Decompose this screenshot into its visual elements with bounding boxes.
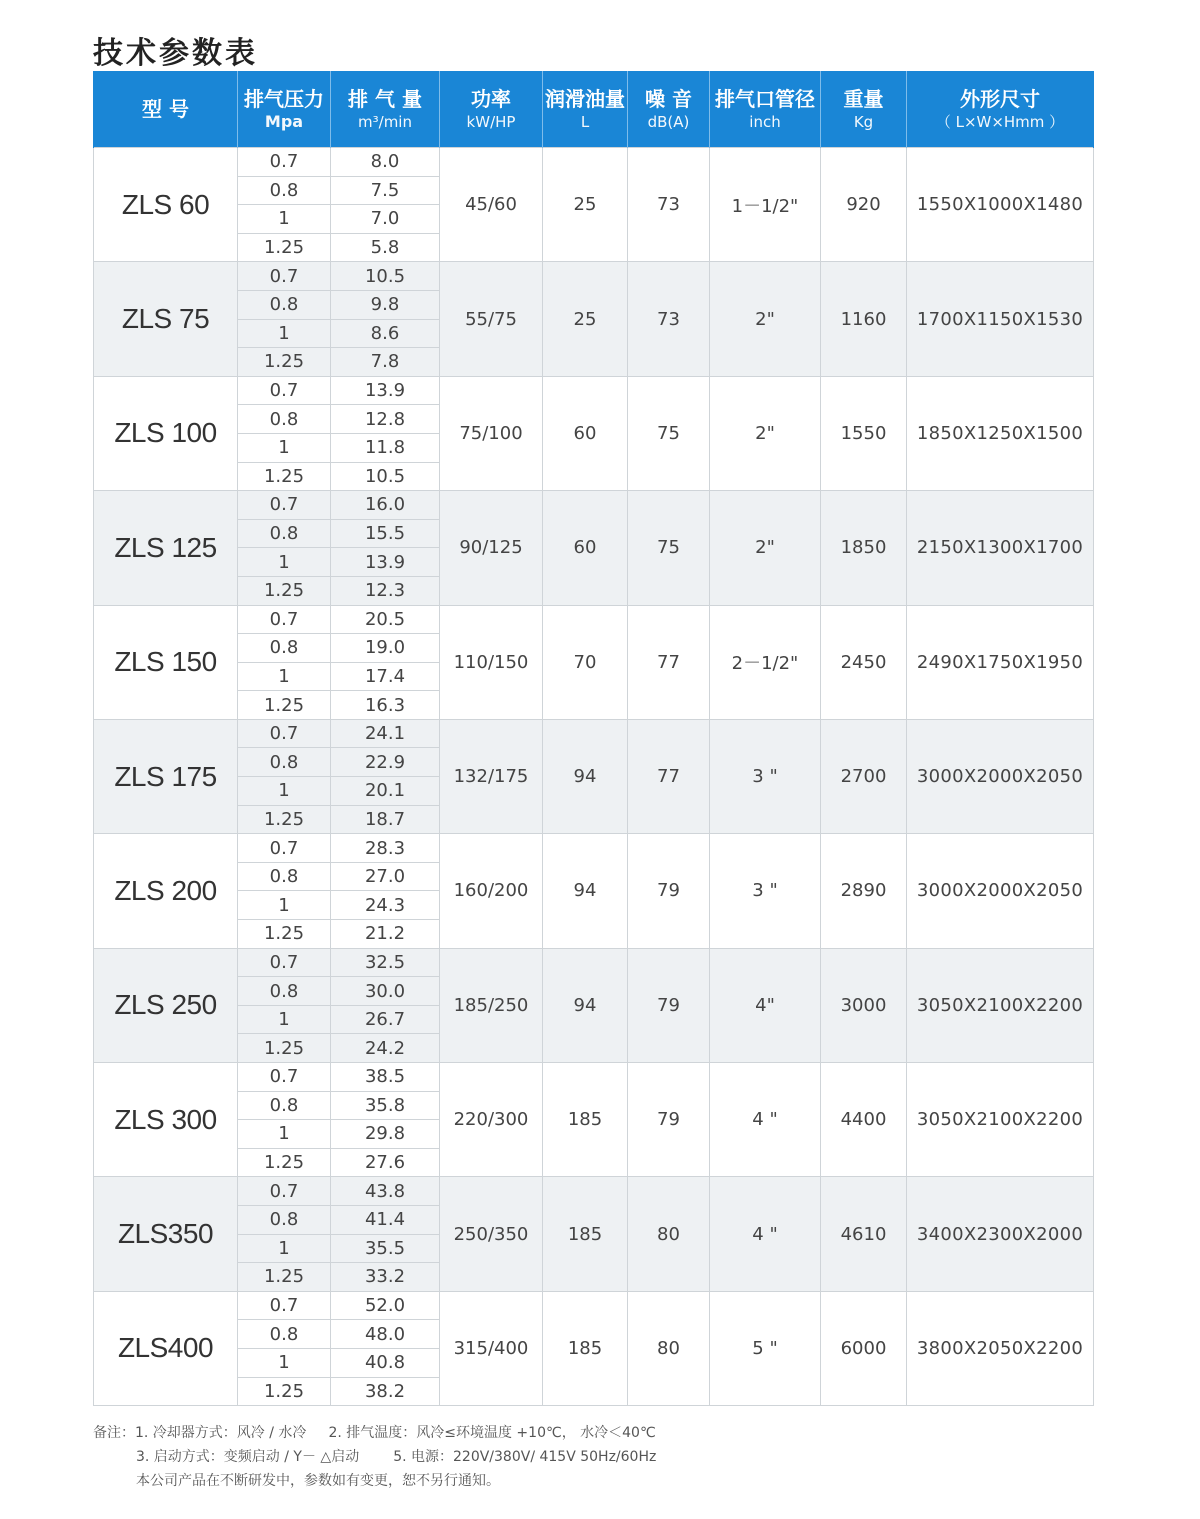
flow-cell: 12.8 bbox=[331, 405, 440, 434]
table-row bbox=[94, 948, 1094, 977]
pressure-cell: 1.25 bbox=[238, 1377, 331, 1406]
pressure-cell: 0.7 bbox=[238, 148, 331, 177]
outlet-cell: 2" bbox=[710, 376, 821, 490]
header-label: 排气口管径 bbox=[715, 87, 815, 111]
oil-cell: 185 bbox=[543, 1063, 628, 1177]
flow-cell: 7.0 bbox=[331, 205, 440, 234]
flow-cell: 19.0 bbox=[331, 634, 440, 663]
flow-cell: 7.5 bbox=[331, 176, 440, 205]
power-cell: 132/175 bbox=[440, 719, 543, 833]
header-outlet bbox=[710, 71, 821, 148]
pressure-cell: 0.8 bbox=[238, 519, 331, 548]
table-row bbox=[94, 376, 1094, 405]
pressure-cell: 0.7 bbox=[238, 491, 331, 520]
oil-cell: 60 bbox=[543, 491, 628, 605]
pressure-cell: 1 bbox=[238, 1120, 331, 1149]
note-cooling: 1. 冷却器方式：风冷 / 水冷 bbox=[135, 1425, 307, 1441]
model-cell: ZLS 250 bbox=[94, 948, 238, 1062]
pressure-cell: 1.25 bbox=[238, 1034, 331, 1063]
flow-cell: 17.4 bbox=[331, 662, 440, 691]
pressure-cell: 0.7 bbox=[238, 1291, 331, 1320]
pressure-cell: 1 bbox=[238, 433, 331, 462]
pressure-cell: 0.7 bbox=[238, 376, 331, 405]
header-label: 重量 bbox=[843, 87, 884, 111]
model-cell: ZLS 300 bbox=[94, 1063, 238, 1177]
header-pressure bbox=[238, 71, 331, 148]
table-row bbox=[94, 491, 1094, 520]
flow-cell: 20.5 bbox=[331, 605, 440, 634]
oil-cell: 94 bbox=[543, 719, 628, 833]
model-cell: ZLS350 bbox=[94, 1177, 238, 1291]
weight-cell: 1850 bbox=[821, 491, 907, 605]
flow-cell: 29.8 bbox=[331, 1120, 440, 1149]
noise-cell: 73 bbox=[628, 148, 710, 262]
flow-cell: 38.2 bbox=[331, 1377, 440, 1406]
pressure-cell: 1 bbox=[238, 777, 331, 806]
flow-cell: 30.0 bbox=[331, 977, 440, 1006]
flow-cell: 16.0 bbox=[331, 491, 440, 520]
flow-cell: 8.0 bbox=[331, 148, 440, 177]
flow-cell: 8.6 bbox=[331, 319, 440, 348]
header-unit: kW/HP bbox=[466, 113, 516, 131]
oil-cell: 25 bbox=[543, 148, 628, 262]
noise-cell: 77 bbox=[628, 605, 710, 719]
dimensions-cell: 1550X1000X1480 bbox=[907, 148, 1094, 262]
flow-cell: 27.6 bbox=[331, 1148, 440, 1177]
oil-cell: 185 bbox=[543, 1291, 628, 1405]
outlet-cell: 1－1/2" bbox=[710, 148, 821, 262]
flow-cell: 16.3 bbox=[331, 691, 440, 720]
header-unit: （ L×W×Hmm ） bbox=[935, 113, 1065, 131]
flow-cell: 12.3 bbox=[331, 576, 440, 605]
pressure-cell: 0.8 bbox=[238, 748, 331, 777]
pressure-cell: 1.25 bbox=[238, 576, 331, 605]
pressure-cell: 0.7 bbox=[238, 1177, 331, 1206]
header-unit: m³/min bbox=[358, 113, 412, 131]
pressure-cell: 0.8 bbox=[238, 1205, 331, 1234]
weight-cell: 2450 bbox=[821, 605, 907, 719]
oil-cell: 185 bbox=[543, 1177, 628, 1291]
flow-cell: 11.8 bbox=[331, 433, 440, 462]
header-row bbox=[94, 71, 1094, 148]
header-flow bbox=[331, 71, 440, 148]
dimensions-cell: 3050X2100X2200 bbox=[907, 948, 1094, 1062]
notes-line-2 bbox=[93, 1445, 993, 1469]
notes-line-1 bbox=[93, 1421, 993, 1445]
model-cell: ZLS 125 bbox=[94, 491, 238, 605]
noise-cell: 79 bbox=[628, 834, 710, 948]
flow-cell: 24.2 bbox=[331, 1034, 440, 1063]
weight-cell: 6000 bbox=[821, 1291, 907, 1405]
pressure-cell: 1 bbox=[238, 205, 331, 234]
header-unit: L bbox=[580, 113, 590, 131]
dimensions-cell: 3000X2000X2050 bbox=[907, 834, 1094, 948]
power-cell: 315/400 bbox=[440, 1291, 543, 1405]
flow-cell: 33.2 bbox=[331, 1263, 440, 1292]
dimensions-cell: 1850X1250X1500 bbox=[907, 376, 1094, 490]
power-cell: 45/60 bbox=[440, 148, 543, 262]
outlet-cell: 5 " bbox=[710, 1291, 821, 1405]
pressure-cell: 0.7 bbox=[238, 834, 331, 863]
weight-cell: 4400 bbox=[821, 1063, 907, 1177]
oil-cell: 94 bbox=[543, 948, 628, 1062]
weight-cell: 2700 bbox=[821, 719, 907, 833]
header-label: 噪 音 bbox=[645, 87, 692, 111]
header-label: 润滑油量 bbox=[545, 87, 625, 111]
outlet-cell: 4" bbox=[710, 948, 821, 1062]
pressure-cell: 0.8 bbox=[238, 290, 331, 319]
pressure-cell: 1 bbox=[238, 1005, 331, 1034]
pressure-cell: 1.25 bbox=[238, 805, 331, 834]
header-weight bbox=[821, 71, 907, 148]
flow-cell: 35.8 bbox=[331, 1091, 440, 1120]
power-cell: 55/75 bbox=[440, 262, 543, 376]
dimensions-cell: 3000X2000X2050 bbox=[907, 719, 1094, 833]
outlet-cell: 3 " bbox=[710, 834, 821, 948]
outlet-cell: 4 " bbox=[710, 1063, 821, 1177]
note-temperature: 2. 排气温度：风冷≤环境温度 +10℃， 水冷＜40℃ bbox=[328, 1425, 656, 1441]
dimensions-cell: 1700X1150X1530 bbox=[907, 262, 1094, 376]
header-unit: dB(A) bbox=[647, 113, 690, 131]
pressure-cell: 1.25 bbox=[238, 233, 331, 262]
flow-cell: 21.2 bbox=[331, 920, 440, 949]
header-dimensions bbox=[907, 71, 1094, 148]
header-unit: Kg bbox=[853, 113, 874, 131]
oil-cell: 25 bbox=[543, 262, 628, 376]
weight-cell: 920 bbox=[821, 148, 907, 262]
pressure-cell: 1.25 bbox=[238, 1148, 331, 1177]
header-unit: Mpa bbox=[264, 112, 304, 131]
flow-cell: 26.7 bbox=[331, 1005, 440, 1034]
flow-cell: 41.4 bbox=[331, 1205, 440, 1234]
flow-cell: 20.1 bbox=[331, 777, 440, 806]
pressure-cell: 0.8 bbox=[238, 977, 331, 1006]
flow-cell: 27.0 bbox=[331, 862, 440, 891]
power-cell: 185/250 bbox=[440, 948, 543, 1062]
table-row bbox=[94, 1291, 1094, 1320]
noise-cell: 80 bbox=[628, 1177, 710, 1291]
flow-cell: 10.5 bbox=[331, 262, 440, 291]
outlet-cell: 2" bbox=[710, 491, 821, 605]
pressure-cell: 1.25 bbox=[238, 920, 331, 949]
dimensions-cell: 3400X2300X2000 bbox=[907, 1177, 1094, 1291]
model-cell: ZLS 175 bbox=[94, 719, 238, 833]
flow-cell: 28.3 bbox=[331, 834, 440, 863]
pressure-cell: 0.8 bbox=[238, 1091, 331, 1120]
table-row bbox=[94, 1063, 1094, 1092]
flow-cell: 35.5 bbox=[331, 1234, 440, 1263]
noise-cell: 75 bbox=[628, 491, 710, 605]
flow-cell: 38.5 bbox=[331, 1063, 440, 1092]
noise-cell: 77 bbox=[628, 719, 710, 833]
header-oil bbox=[543, 71, 628, 148]
pressure-cell: 0.8 bbox=[238, 862, 331, 891]
power-cell: 90/125 bbox=[440, 491, 543, 605]
flow-cell: 22.9 bbox=[331, 748, 440, 777]
weight-cell: 1550 bbox=[821, 376, 907, 490]
model-cell: ZLS 200 bbox=[94, 834, 238, 948]
dimensions-cell: 2490X1750X1950 bbox=[907, 605, 1094, 719]
header-label: 型 号 bbox=[142, 97, 189, 121]
header-power bbox=[440, 71, 543, 148]
notes-line-3 bbox=[93, 1469, 993, 1493]
pressure-cell: 0.7 bbox=[238, 719, 331, 748]
flow-cell: 24.3 bbox=[331, 891, 440, 920]
table-row bbox=[94, 262, 1094, 291]
flow-cell: 18.7 bbox=[331, 805, 440, 834]
outlet-cell: 2－1/2" bbox=[710, 605, 821, 719]
pressure-cell: 1 bbox=[238, 1234, 331, 1263]
model-cell: ZLS400 bbox=[94, 1291, 238, 1405]
pressure-cell: 1 bbox=[238, 548, 331, 577]
pressure-cell: 1.25 bbox=[238, 1263, 331, 1292]
flow-cell: 5.8 bbox=[331, 233, 440, 262]
noise-cell: 73 bbox=[628, 262, 710, 376]
header-label: 排气压力 bbox=[244, 87, 324, 111]
outlet-cell: 3 " bbox=[710, 719, 821, 833]
pressure-cell: 0.8 bbox=[238, 405, 331, 434]
power-cell: 75/100 bbox=[440, 376, 543, 490]
noise-cell: 75 bbox=[628, 376, 710, 490]
pressure-cell: 0.8 bbox=[238, 634, 331, 663]
flow-cell: 32.5 bbox=[331, 948, 440, 977]
weight-cell: 4610 bbox=[821, 1177, 907, 1291]
outlet-cell: 4 " bbox=[710, 1177, 821, 1291]
flow-cell: 13.9 bbox=[331, 548, 440, 577]
flow-cell: 7.8 bbox=[331, 348, 440, 377]
oil-cell: 70 bbox=[543, 605, 628, 719]
oil-cell: 60 bbox=[543, 376, 628, 490]
flow-cell: 24.1 bbox=[331, 719, 440, 748]
flow-cell: 43.8 bbox=[331, 1177, 440, 1206]
pressure-cell: 1.25 bbox=[238, 462, 331, 491]
model-cell: ZLS 150 bbox=[94, 605, 238, 719]
pressure-cell: 1.25 bbox=[238, 691, 331, 720]
note-startup: 3. 启动方式：变频启动 / Y－ △启动 bbox=[136, 1449, 360, 1465]
pressure-cell: 0.8 bbox=[238, 1320, 331, 1349]
table-row bbox=[94, 605, 1094, 634]
power-cell: 250/350 bbox=[440, 1177, 543, 1291]
table-row bbox=[94, 148, 1094, 177]
pressure-cell: 1 bbox=[238, 662, 331, 691]
oil-cell: 94 bbox=[543, 834, 628, 948]
pressure-cell: 1.25 bbox=[238, 348, 331, 377]
weight-cell: 3000 bbox=[821, 948, 907, 1062]
dimensions-cell: 3800X2050X2200 bbox=[907, 1291, 1094, 1405]
pressure-cell: 0.7 bbox=[238, 262, 331, 291]
pressure-cell: 0.7 bbox=[238, 605, 331, 634]
flow-cell: 52.0 bbox=[331, 1291, 440, 1320]
model-cell: ZLS 75 bbox=[94, 262, 238, 376]
pressure-cell: 1 bbox=[238, 319, 331, 348]
noise-cell: 79 bbox=[628, 948, 710, 1062]
table-row bbox=[94, 719, 1094, 748]
noise-cell: 79 bbox=[628, 1063, 710, 1177]
flow-cell: 40.8 bbox=[331, 1348, 440, 1377]
noise-cell: 80 bbox=[628, 1291, 710, 1405]
power-cell: 110/150 bbox=[440, 605, 543, 719]
pressure-cell: 1 bbox=[238, 1348, 331, 1377]
pressure-cell: 0.8 bbox=[238, 176, 331, 205]
outlet-cell: 2" bbox=[710, 262, 821, 376]
note-disclaimer: 本公司产品在不断研发中，参数如有变更，恕不另行通知。 bbox=[136, 1473, 500, 1489]
flow-cell: 10.5 bbox=[331, 462, 440, 491]
pressure-cell: 0.7 bbox=[238, 1063, 331, 1092]
notes-prefix: 备注： bbox=[93, 1425, 135, 1441]
power-cell: 220/300 bbox=[440, 1063, 543, 1177]
model-cell: ZLS 60 bbox=[94, 148, 238, 262]
header-unit: inch bbox=[749, 113, 781, 131]
dimensions-cell: 3050X2100X2200 bbox=[907, 1063, 1094, 1177]
spec-table-body bbox=[94, 148, 1094, 1406]
table-row bbox=[94, 834, 1094, 863]
spec-table bbox=[93, 71, 1094, 1406]
weight-cell: 1160 bbox=[821, 262, 907, 376]
note-power-supply: 5. 电源：220V/380V/ 415V 50Hz/60Hz bbox=[393, 1449, 657, 1465]
table-row bbox=[94, 1177, 1094, 1206]
dimensions-cell: 2150X1300X1700 bbox=[907, 491, 1094, 605]
flow-cell: 48.0 bbox=[331, 1320, 440, 1349]
weight-cell: 2890 bbox=[821, 834, 907, 948]
header-label: 排 气 量 bbox=[348, 87, 422, 111]
flow-cell: 9.8 bbox=[331, 290, 440, 319]
header-label: 外形尺寸 bbox=[960, 87, 1040, 111]
header-label: 功率 bbox=[471, 87, 511, 111]
header-noise bbox=[628, 71, 710, 148]
flow-cell: 13.9 bbox=[331, 376, 440, 405]
notes bbox=[93, 1421, 993, 1493]
flow-cell: 15.5 bbox=[331, 519, 440, 548]
header-model bbox=[94, 71, 238, 148]
power-cell: 160/200 bbox=[440, 834, 543, 948]
pressure-cell: 1 bbox=[238, 891, 331, 920]
model-cell: ZLS 100 bbox=[94, 376, 238, 490]
page-title: 技术参数表 bbox=[93, 36, 258, 71]
pressure-cell: 0.7 bbox=[238, 948, 331, 977]
